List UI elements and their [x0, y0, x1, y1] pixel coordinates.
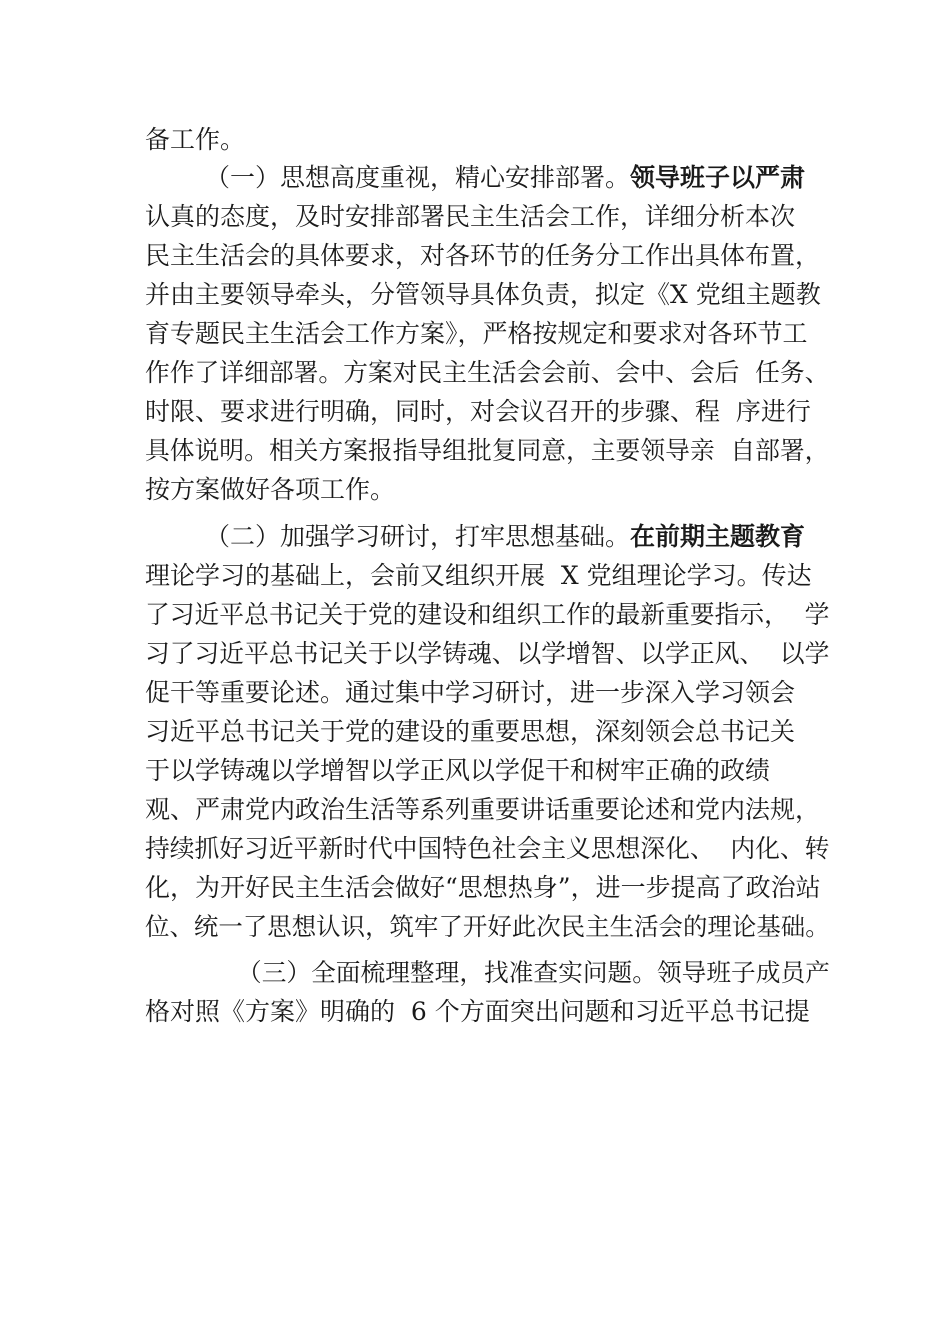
text-line: 具体说明。相关方案报指导组批复同意，主要领导亲 自部署， [145, 436, 830, 465]
section-heading-2 [205, 521, 805, 553]
text-line: 按方案做好各项工作。 [145, 475, 396, 504]
text-line: 化，为开好民主生活会做好“思想热身”，进一步提高了政治站 [145, 873, 821, 902]
bold-lead-text: 领导班子以严肃 [630, 163, 806, 192]
text-line: 认真的态度，及时安排部署民主生活会工作，详细分析本次 [145, 202, 796, 231]
heading-text: （二）加强学习研讨，打牢思想基础。 [205, 522, 631, 551]
text-line: 习了习近平总书记关于以学铸魂、以学增智、以学正风、 以学 [145, 639, 830, 668]
text-line: 格对照《方案》明确的 6 个方面突出问题和习近平总书记提 [145, 997, 810, 1026]
bold-lead-text: 在前期主题教育 [630, 522, 806, 551]
text-line: 观、严肃党内政治生活等系列重要讲话重要论述和党内法规， [145, 795, 821, 824]
heading-text: （一）思想高度重视，精心安排部署。 [205, 163, 631, 192]
text-line: 民主生活会的具体要求，对各环节的任务分工作出具体布置， [145, 241, 821, 270]
text-line: 育专题民主生活会工作方案》，严格按规定和要求对各环节工 [145, 319, 808, 348]
text-line: 于以学铸魂以学增智以学正风以学促干和树牢正确的政绩 [145, 756, 771, 785]
text-line: 作作了详细部署。方案对民主生活会会前、会中、会后 任务、 [145, 358, 830, 387]
section-heading-1 [205, 162, 805, 194]
text-line: 备工作。 [145, 125, 246, 154]
text-line: 时限、要求进行明确，同时，对会议召开的步骤、程 序进行 [145, 397, 811, 426]
text-line: 位、统一了思想认识，筑牢了开好此次民主生活会的理论基础。 [145, 912, 830, 941]
text-line: 习近平总书记关于党的建设的重要思想，深刻领会总书记关 [145, 717, 796, 746]
section-heading-3: （三）全面梳理整理，找准查实问题。领导班子成员产 [237, 958, 830, 987]
text-line: 理论学习的基础上，会前又组织开展 X 党组理论学习。传达 [145, 561, 812, 590]
text-line: 持续抓好习近平新时代中国特色社会主义思想深化、 内化、转 [145, 834, 830, 863]
text-line: 了习近平总书记关于党的建设和组织工作的最新重要指示， 学 [145, 600, 830, 629]
text-line: 并由主要领导牵头，分管领导具体负责，拟定《X 党组主题教 [145, 280, 821, 309]
text-line: 促干等重要论述。通过集中学习研讨，进一步深入学习领会 [145, 678, 796, 707]
